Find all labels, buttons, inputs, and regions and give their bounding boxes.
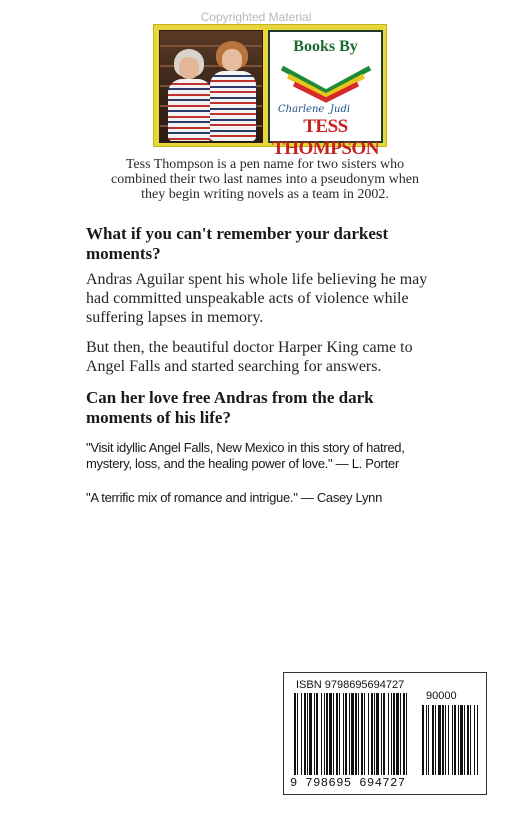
signature-left: Charlene	[278, 104, 325, 115]
author-name: TESS THOMPSON	[272, 116, 379, 159]
review-quote-2: "A terrific mix of romance and intrigue." — Casey Lynn	[86, 490, 383, 505]
author-bio: Tess Thompson is a pen name for two sisters who combined their two last names into a pseudonym when they begin writing novels as a team in 2002.	[111, 157, 419, 202]
open-book-icon	[278, 62, 374, 104]
copyright-watermark: Copyrighted Material	[200, 10, 312, 24]
isbn-digits: 9 798695 694727	[290, 776, 406, 790]
hook-question: What if you can't remember your darkest moments?	[86, 224, 389, 263]
blurb-paragraph-1: Andras Aguilar spent his whole life believing he may had committed unspeakable acts of violence while suffering lapses in memory.	[86, 271, 428, 326]
isbn-label: ISBN 9798695694727	[296, 679, 405, 691]
isbn-barcode	[283, 672, 487, 795]
author-photo	[159, 30, 263, 143]
review-quote-1: "Visit idyllic Angel Falls, New Mexico in this story of hatred, mystery, loss, and the healing power of love." — L. Porter	[86, 440, 405, 471]
author-logo	[268, 30, 383, 159]
price-code: 90000	[426, 690, 457, 702]
blurb-paragraph-2: But then, the beautiful doctor Harper King came to Angel Falls and started searching for answers.	[86, 339, 413, 375]
author-banner	[153, 24, 387, 159]
logo-title: Books By	[293, 38, 358, 55]
hook-question-2: Can her love free Andras from the dark moments of his life?	[86, 388, 374, 427]
signature-right: Judi	[330, 104, 351, 115]
